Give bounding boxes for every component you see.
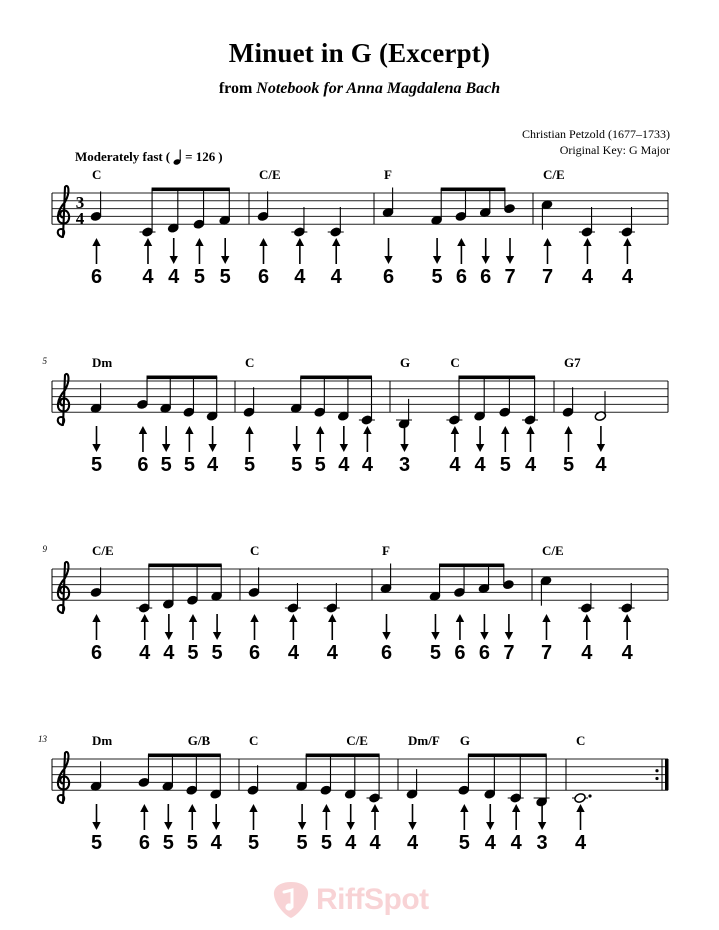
draw-arrow-head bbox=[506, 256, 514, 264]
draw-arrow-head bbox=[433, 256, 441, 264]
draw-arrow-head bbox=[213, 632, 221, 640]
hole-number: 5 bbox=[458, 832, 470, 854]
blow-arrow-head bbox=[289, 614, 297, 622]
note-head bbox=[574, 793, 586, 804]
measure bbox=[406, 733, 550, 854]
chord-symbol: Dm bbox=[92, 355, 113, 370]
chord-symbol: C bbox=[249, 733, 259, 748]
dot bbox=[588, 794, 591, 797]
draw-arrow-head bbox=[482, 256, 490, 264]
measure bbox=[90, 167, 231, 288]
measure bbox=[541, 167, 635, 288]
blow-arrow-head bbox=[583, 614, 591, 622]
chord-symbol: C bbox=[250, 543, 260, 558]
hole-number: 4 bbox=[510, 832, 522, 854]
hole-number: 6 bbox=[455, 266, 467, 288]
hole-number: 5 bbox=[187, 642, 199, 664]
hole-number: 6 bbox=[478, 642, 490, 664]
draw-arrow-head bbox=[170, 256, 178, 264]
hole-number: 4 bbox=[595, 454, 607, 476]
blow-arrow-head bbox=[451, 426, 459, 434]
treble-clef bbox=[58, 752, 69, 803]
blow-arrow-head bbox=[322, 804, 330, 812]
beam bbox=[147, 376, 218, 380]
measure bbox=[396, 355, 538, 476]
hole-number: 5 bbox=[211, 642, 223, 664]
blow-arrow-head bbox=[188, 804, 196, 812]
hole-number: 4 bbox=[621, 266, 633, 288]
hole-number: 4 bbox=[330, 266, 342, 288]
hole-number: 7 bbox=[541, 266, 554, 288]
hole-number: 5 bbox=[499, 454, 511, 476]
blow-arrow-head bbox=[144, 238, 152, 246]
beam bbox=[441, 188, 506, 192]
hole-number: 5 bbox=[296, 832, 308, 854]
tempo-paren-close: ) bbox=[218, 149, 223, 164]
hole-number: 6 bbox=[248, 642, 261, 664]
hole-number: 6 bbox=[380, 642, 393, 664]
chord-symbol: C/E bbox=[543, 167, 565, 182]
hole-number: 4 bbox=[168, 266, 180, 288]
chord-symbol: C bbox=[92, 167, 102, 182]
draw-arrow-head bbox=[92, 444, 100, 452]
blow-arrow-head bbox=[363, 426, 371, 434]
beam bbox=[152, 188, 230, 192]
hole-number: 7 bbox=[504, 266, 516, 288]
subtitle-prefix: from bbox=[218, 80, 257, 97]
hole-number: 3 bbox=[398, 454, 411, 476]
tempo-value: = 126 bbox=[185, 149, 216, 164]
hole-number: 7 bbox=[503, 642, 515, 664]
draw-arrow-head bbox=[340, 444, 348, 452]
blow-arrow-head bbox=[457, 238, 465, 246]
hole-number: 5 bbox=[183, 454, 195, 476]
measure bbox=[90, 543, 223, 664]
watermark bbox=[272, 880, 429, 920]
hole-number: 6 bbox=[382, 266, 395, 288]
blow-arrow-head bbox=[623, 614, 631, 622]
blow-arrow-head bbox=[564, 426, 572, 434]
blow-arrow-head bbox=[456, 614, 464, 622]
hole-number: 4 bbox=[581, 266, 594, 288]
watermark-brand: RiffSpot bbox=[316, 883, 429, 916]
blow-arrow-head bbox=[140, 804, 148, 812]
hole-number: 4 bbox=[139, 642, 151, 664]
draw-arrow-head bbox=[597, 444, 605, 452]
chord-symbol: C/E bbox=[259, 167, 281, 182]
blow-arrow-head bbox=[195, 238, 203, 246]
draw-arrow-head bbox=[164, 822, 172, 830]
time-signature-bottom: 4 bbox=[75, 209, 85, 228]
draw-arrow-head bbox=[486, 822, 494, 830]
hole-number: 6 bbox=[454, 642, 466, 664]
blow-arrow-head bbox=[92, 614, 100, 622]
hole-number: 5 bbox=[162, 832, 174, 854]
hole-number: 4 bbox=[524, 454, 537, 476]
measure bbox=[572, 733, 592, 854]
original-key: Original Key: G Major bbox=[559, 143, 670, 157]
tempo-text: Moderately fast bbox=[75, 149, 163, 164]
hole-number: 6 bbox=[257, 266, 270, 288]
beam bbox=[459, 376, 536, 380]
chord-symbol: C/E bbox=[542, 543, 564, 558]
hole-number: 4 bbox=[484, 832, 496, 854]
hole-number: 4 bbox=[406, 832, 419, 854]
beam bbox=[300, 376, 372, 380]
draw-arrow-head bbox=[298, 822, 306, 830]
subtitle-work: Notebook for Anna Magdalena Bach bbox=[256, 80, 501, 97]
hole-number: 5 bbox=[431, 266, 443, 288]
hole-number: 7 bbox=[540, 642, 553, 664]
chord-symbol: G bbox=[400, 355, 411, 370]
hole-number: 5 bbox=[562, 454, 575, 476]
chord-symbol: Dm bbox=[92, 733, 113, 748]
hole-number: 5 bbox=[247, 832, 260, 854]
measure bbox=[257, 167, 344, 288]
blow-arrow-head bbox=[250, 614, 258, 622]
hole-number: 4 bbox=[294, 266, 306, 288]
hole-number: 4 bbox=[338, 454, 350, 476]
chord-symbol: F bbox=[384, 167, 392, 182]
final-bar-line bbox=[665, 759, 669, 790]
measure-number: 9 bbox=[42, 544, 47, 554]
treble-clef bbox=[58, 374, 69, 425]
chord-symbol: G/B bbox=[187, 733, 211, 748]
measure bbox=[90, 355, 219, 476]
hole-number: 5 bbox=[314, 454, 326, 476]
blow-arrow-head bbox=[583, 238, 591, 246]
time-signature-top: 3 bbox=[75, 193, 85, 212]
blow-arrow-head bbox=[185, 426, 193, 434]
hole-number: 4 bbox=[621, 642, 633, 664]
draw-arrow-head bbox=[221, 256, 229, 264]
draw-arrow-head bbox=[292, 444, 300, 452]
hole-number: 4 bbox=[474, 454, 486, 476]
blow-arrow-head bbox=[542, 614, 550, 622]
hole-number: 5 bbox=[243, 454, 256, 476]
hole-number: 6 bbox=[90, 642, 103, 664]
measure bbox=[90, 733, 223, 854]
draw-arrow-head bbox=[92, 822, 100, 830]
blow-arrow-head bbox=[512, 804, 520, 812]
hole-number: 4 bbox=[287, 642, 299, 664]
draw-arrow-head bbox=[400, 444, 408, 452]
blow-arrow-head bbox=[623, 238, 631, 246]
blow-arrow-head bbox=[259, 238, 267, 246]
draw-arrow-head bbox=[165, 632, 173, 640]
composer-credit: Christian Petzold (1677–1733) bbox=[522, 127, 670, 141]
chord-symbol: G bbox=[459, 733, 470, 748]
chord-symbol: C bbox=[576, 733, 586, 748]
hole-number: 5 bbox=[160, 454, 172, 476]
blow-arrow-head bbox=[332, 238, 340, 246]
blow-arrow-head bbox=[92, 238, 100, 246]
blow-arrow-head bbox=[316, 426, 324, 434]
draw-arrow-head bbox=[208, 444, 216, 452]
hole-number: 6 bbox=[137, 454, 149, 476]
measure bbox=[248, 543, 340, 664]
hole-number: 4 bbox=[369, 832, 381, 854]
repeat-dot bbox=[655, 777, 658, 780]
measure bbox=[380, 543, 515, 664]
blow-arrow-head bbox=[328, 614, 336, 622]
guitar-pick-icon bbox=[272, 880, 310, 920]
beam bbox=[148, 564, 221, 568]
blow-arrow-head bbox=[371, 804, 379, 812]
hole-number: 5 bbox=[90, 832, 103, 854]
blow-arrow-head bbox=[526, 426, 534, 434]
draw-arrow-head bbox=[162, 444, 170, 452]
treble-clef bbox=[58, 562, 69, 613]
measure bbox=[382, 167, 516, 288]
measure-number: 13 bbox=[38, 734, 47, 744]
beam bbox=[468, 754, 547, 758]
staff-system-4 bbox=[38, 733, 669, 854]
draw-arrow-head bbox=[505, 632, 513, 640]
staff-system-3 bbox=[43, 543, 669, 664]
chord-symbol: C/E bbox=[346, 733, 368, 748]
draw-arrow-head bbox=[384, 256, 392, 264]
hole-number: 6 bbox=[90, 266, 103, 288]
hole-number: 4 bbox=[361, 454, 373, 476]
chord-symbol: G7 bbox=[564, 355, 581, 370]
draw-arrow-head bbox=[480, 632, 488, 640]
hole-number: 5 bbox=[291, 454, 303, 476]
hole-number: 4 bbox=[345, 832, 357, 854]
chord-symbol: Dm/F bbox=[408, 733, 440, 748]
blow-arrow-head bbox=[460, 804, 468, 812]
measure-number: 5 bbox=[42, 356, 47, 366]
chord-symbol: C bbox=[245, 355, 255, 370]
hole-number: 5 bbox=[90, 454, 103, 476]
hole-number: 4 bbox=[163, 642, 175, 664]
hole-number: 4 bbox=[210, 832, 222, 854]
draw-arrow-head bbox=[408, 822, 416, 830]
blow-arrow-head bbox=[296, 238, 304, 246]
hole-number: 6 bbox=[138, 832, 150, 854]
draw-arrow-head bbox=[382, 632, 390, 640]
measure bbox=[243, 355, 375, 476]
tempo-paren-open: ( bbox=[165, 149, 171, 164]
chord-symbol: C bbox=[450, 355, 460, 370]
chord-symbol: C/E bbox=[92, 543, 114, 558]
hole-number: 5 bbox=[193, 266, 206, 288]
draw-arrow-head bbox=[538, 822, 546, 830]
chord-symbol: F bbox=[382, 543, 390, 558]
blow-arrow-head bbox=[189, 614, 197, 622]
hole-number: 5 bbox=[320, 832, 332, 854]
hole-number: 4 bbox=[581, 642, 593, 664]
blow-arrow-head bbox=[543, 238, 551, 246]
hole-number: 5 bbox=[219, 266, 231, 288]
hole-number: 4 bbox=[142, 266, 154, 288]
measure bbox=[540, 543, 635, 664]
hole-number: 4 bbox=[207, 454, 219, 476]
treble-clef bbox=[58, 186, 69, 237]
blow-arrow-head bbox=[249, 804, 257, 812]
blow-arrow-head bbox=[141, 614, 149, 622]
draw-arrow-head bbox=[431, 632, 439, 640]
hole-number: 5 bbox=[186, 832, 198, 854]
hole-number: 4 bbox=[449, 454, 461, 476]
beam bbox=[148, 754, 221, 758]
draw-arrow-head bbox=[347, 822, 355, 830]
blow-arrow-head bbox=[576, 804, 584, 812]
beam bbox=[439, 564, 504, 568]
draw-arrow-head bbox=[212, 822, 220, 830]
hole-number: 6 bbox=[480, 266, 492, 288]
hole-number: 4 bbox=[326, 642, 338, 664]
staff-system-1 bbox=[52, 167, 668, 288]
measure bbox=[562, 355, 608, 476]
staff-system-2 bbox=[43, 355, 669, 476]
draw-arrow-head bbox=[476, 444, 484, 452]
measure bbox=[247, 733, 383, 854]
hole-number: 4 bbox=[574, 832, 587, 854]
hole-number: 3 bbox=[536, 832, 548, 854]
hole-number: 5 bbox=[429, 642, 442, 664]
blow-arrow-head bbox=[501, 426, 509, 434]
song-title: Minuet in G (Excerpt) bbox=[228, 38, 491, 68]
repeat-dot bbox=[655, 769, 658, 772]
beam bbox=[306, 754, 380, 758]
blow-arrow-head bbox=[245, 426, 253, 434]
blow-arrow-head bbox=[139, 426, 147, 434]
